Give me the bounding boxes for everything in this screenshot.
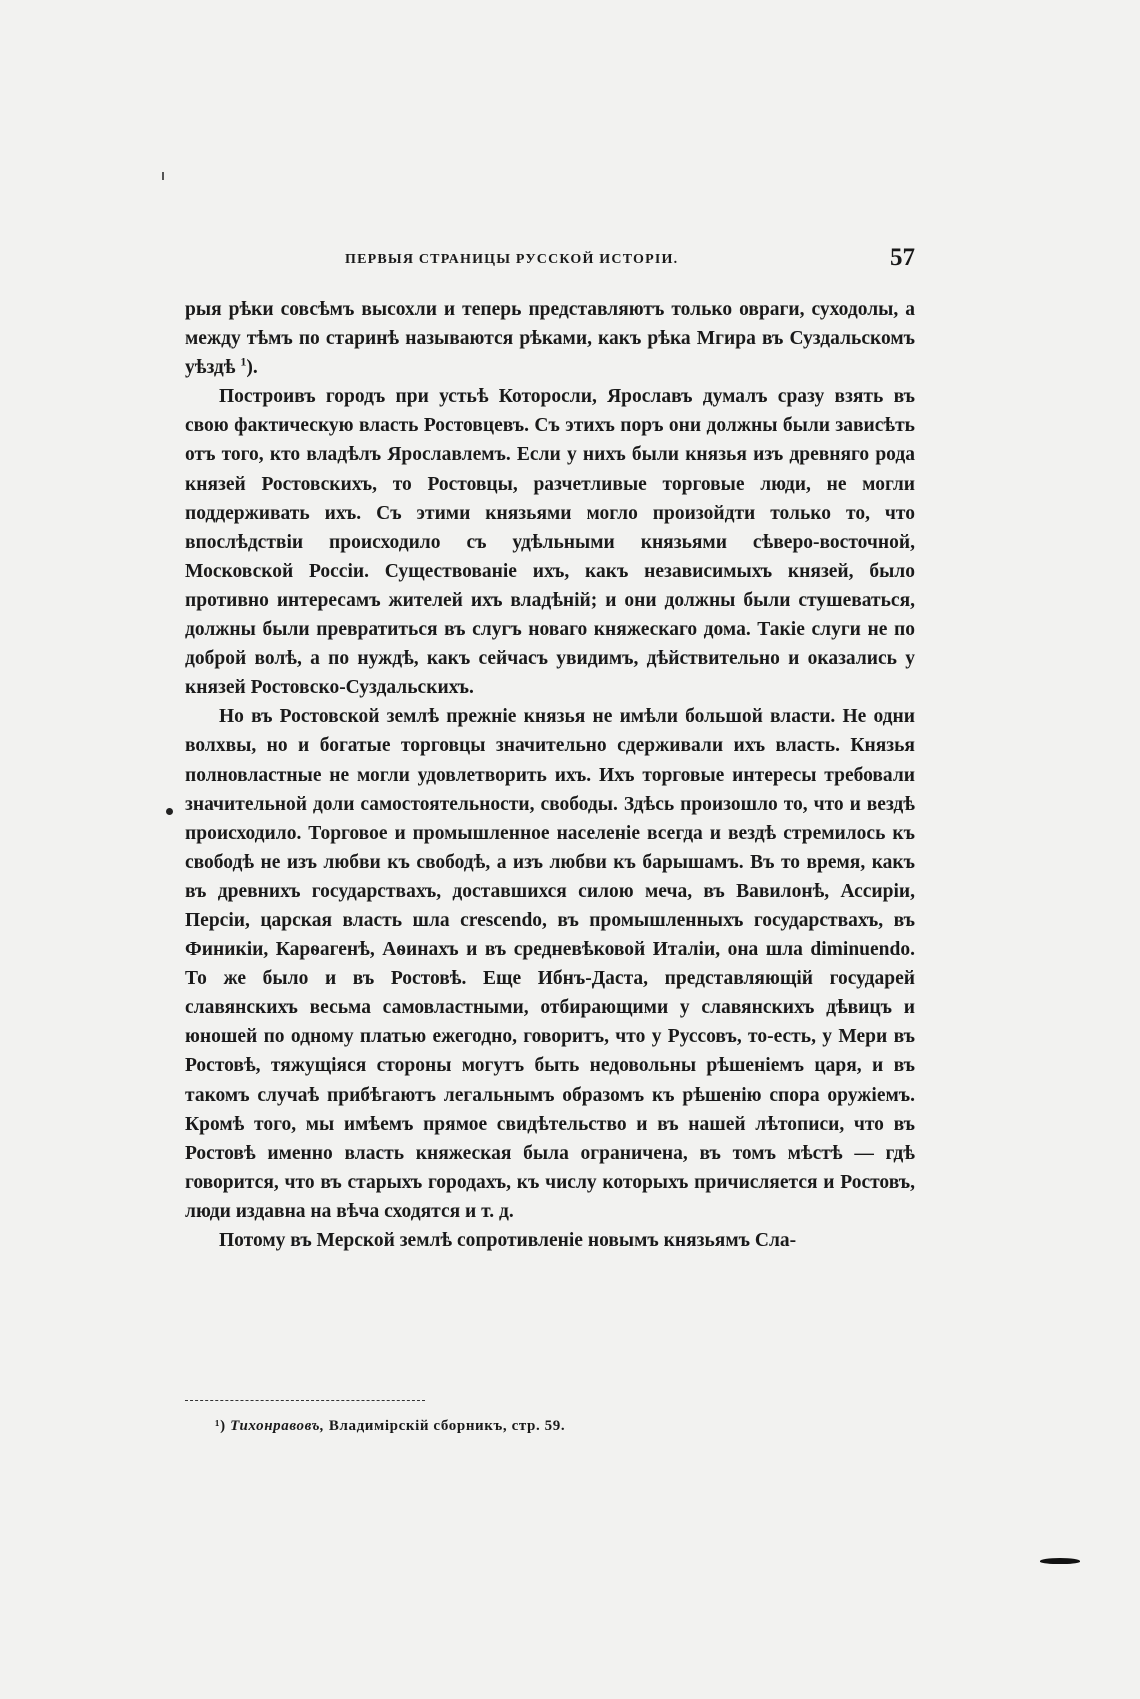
paragraph-3: Но въ Ростовской землѣ прежніе князья не имѣли большой власти. Не одни волхвы, но и богатые торговцы значительно сдерживали ихъ власть. Князья полновластные не могли удовлетворить ихъ. Ихъ торговые интересы требовали значительной доли самостоятельности, свободы. Здѣсь произошло то, что и вездѣ происходило. Торговое и промышленное населеніе всегда и вездѣ стремилось къ свободѣ не изъ любви къ свободѣ, а изъ любви къ барышамъ. Въ то время, какъ въ древнихъ государствахъ, доставшихся силою меча, въ Вавилонѣ, Ассиріи, Персіи, царская власть шла crescendo, въ промышленныхъ государствахъ, въ Финикіи, Карѳагенѣ, Аѳинахъ и въ средневѣковой Италіи, она шла diminuendo. То же было и въ Ростовѣ. Еще Ибнъ-Даста, представляющій государей славянскихъ весьма самовластными, отбирающими у славянскихъ дѣвицъ и юношей по одному платью ежегодно, говоритъ, что у Руссовъ, то-есть, у Мери въ Ростовѣ, тяжущіяся стороны могутъ быть недовольны рѣшеніемъ царя, и въ такомъ случаѣ прибѣгаютъ легальнымъ образомъ къ рѣшенію спора оружіемъ. Кромѣ того, мы имѣемъ прямое свидѣтельство и въ нашей лѣтописи, что въ Ростовѣ именно власть княжеская была ограничена, въ томъ мѣстѣ — гдѣ говорится, что въ старыхъ городахъ, къ числу которыхъ причисляется и Ростовъ, люди издавна на вѣча сходятся и т. д. [185,706,915,1222]
body-text [185,295,915,1255]
paragraph-4: Потому въ Мерской землѣ сопротивленіе новымъ князьямъ Сла- [219,1230,797,1251]
footnote [215,1418,565,1435]
paragraph-2: Построивъ городъ при устьѣ Которосли, Ярославъ думалъ сразу взять въ свою фактическую власть Ростовцевъ. Съ этихъ поръ они должны были зависѣть отъ того, кто владѣлъ Ярославлемъ. Если у нихъ были князья изъ древняго рода князей Ростовскихъ, то Ростовцы, разчетливые торговые люди, не могли поддерживать ихъ. Съ этими князьями могло произойдти только то, что впослѣдствіи происходило съ удѣльными князьями сѣверо-восточной, Московской Россіи. Существованіе ихъ, какъ независимыхъ князей, было противно интересамъ жителей ихъ владѣній; и они должны были стушеваться, должны были превратиться въ слугъ новаго княжескаго дома. Такіе слуги не по доброй волѣ, а по нуждѣ, какъ сейчасъ увидимъ, дѣйствительно и оказались у князей Ростовско-Суздальскихъ. [185,386,915,699]
footnote-ref: 1 [240,354,247,369]
paragraph-1-text: рыя рѣки совсѣмъ высохли и теперь представляютъ только овраги, суходолы, а между тѣмъ по старинѣ называются рѣками, какъ рѣка Мгира въ Суздальскомъ уѣздѣ [185,299,915,379]
paragraph-1-end: ). [246,357,258,379]
scan-smudge [1040,1558,1080,1564]
margin-dot [166,808,173,815]
footnote-author: Тихонравовъ, [230,1418,325,1434]
footnote-rule [185,1400,425,1401]
page-header [185,244,915,284]
page-number: 57 [890,244,915,271]
footnote-marker: ¹) [215,1418,226,1434]
margin-tick [162,172,164,180]
running-title: ПЕРВЫЯ СТРАНИЦЫ РУССКОЙ ИСТОРІИ. [345,252,679,267]
paragraph-1 [185,295,915,382]
footnote-text: Владимірскій сборникъ, стр. 59. [328,1418,566,1434]
